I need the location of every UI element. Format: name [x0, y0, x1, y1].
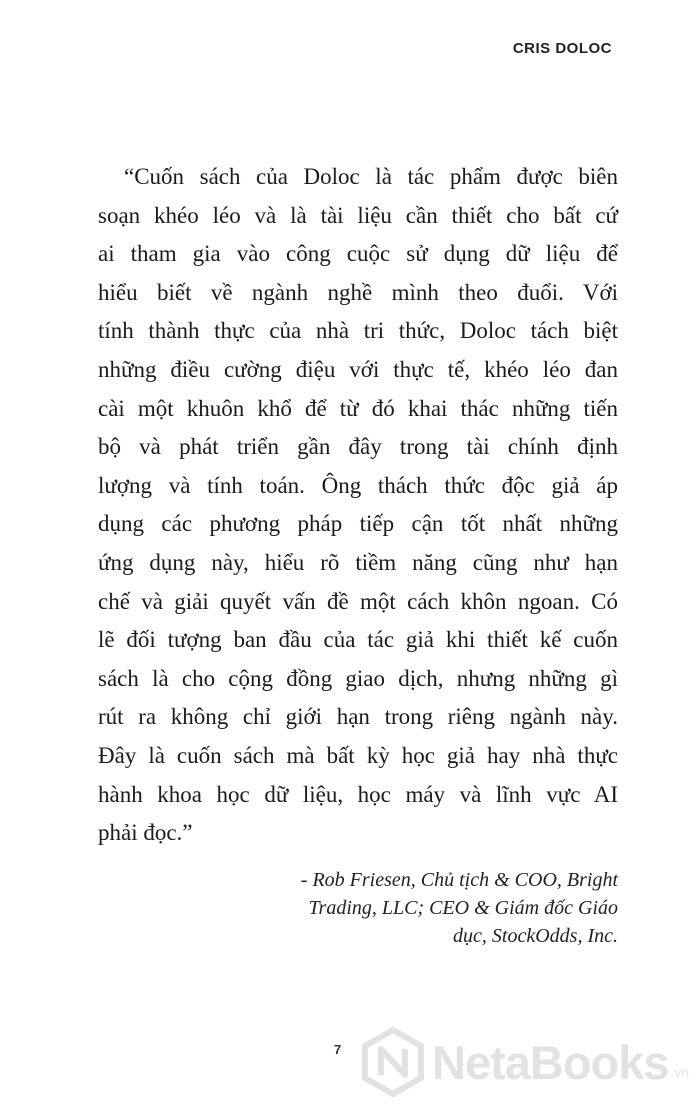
- quote-line: bộ và phát triển gần đây trong tài chính định: [98, 434, 618, 460]
- running-head: CRIS DOLOC: [512, 40, 612, 57]
- quote-line: phải đọc.”: [98, 820, 193, 846]
- quote-line: sách là cho cộng đồng giao dịch, nhưng những gì: [98, 665, 618, 691]
- page-number: 7: [334, 1042, 342, 1057]
- watermark-domain: .vn: [670, 1064, 690, 1080]
- quote-line: rút ra không chỉ giới hạn trong riêng ngành này.: [98, 704, 618, 730]
- quote-attribution: [198, 866, 618, 950]
- quote-line: chế và giải quyết vấn đề một cách khôn ngoan. Có: [98, 588, 618, 614]
- quote-line: hành khoa học dữ liệu, học máy và lĩnh vực AI: [98, 781, 618, 807]
- endorsement-quote: [98, 158, 618, 853]
- quote-line: tính thành thực của nhà tri thức, Doloc tách biệt: [98, 318, 618, 344]
- quote-line: ứng dụng này, hiểu rõ tiềm năng cũng như hạn: [98, 549, 618, 575]
- attribution-line: dục, StockOdds, Inc.: [453, 925, 618, 947]
- quote-line: lượng và tính toán. Ông thách thức độc giả áp: [98, 472, 618, 498]
- page-footer: [0, 1010, 700, 1120]
- quote-line: “Cuốn sách của Doloc là tác phẩm được biên: [124, 164, 618, 189]
- quote-line: hiểu biết về ngành nghề mình theo đuổi. Với: [98, 279, 618, 305]
- watermark-brand: NetaBooks: [432, 1035, 669, 1089]
- quote-line: những điều cường điệu với thực tế, khéo léo đan: [98, 356, 618, 382]
- quote-line: Đây là cuốn sách mà bất kỳ học giả hay nhà thực: [98, 742, 618, 768]
- quote-line: ai tham gia vào công cuộc sử dụng dữ liệu để: [98, 241, 618, 267]
- quote-line: cài một khuôn khổ để từ đó khai thác những tiến: [98, 395, 618, 421]
- quote-line: soạn khéo léo và là tài liệu cần thiết cho bất cứ: [98, 202, 618, 228]
- attribution-line: - Rob Friesen, Chủ tịch & COO, Bright: [300, 869, 618, 891]
- attribution-line: Trading, LLC; CEO & Giám đốc Giáo: [308, 897, 618, 919]
- netabooks-logo-icon: [358, 1027, 428, 1097]
- quote-line: lẽ đối tượng ban đầu của tác giả khi thiết kế cuốn: [98, 627, 618, 653]
- watermark: [358, 1022, 689, 1102]
- quote-line: dụng các phương pháp tiếp cận tốt nhất những: [98, 511, 618, 537]
